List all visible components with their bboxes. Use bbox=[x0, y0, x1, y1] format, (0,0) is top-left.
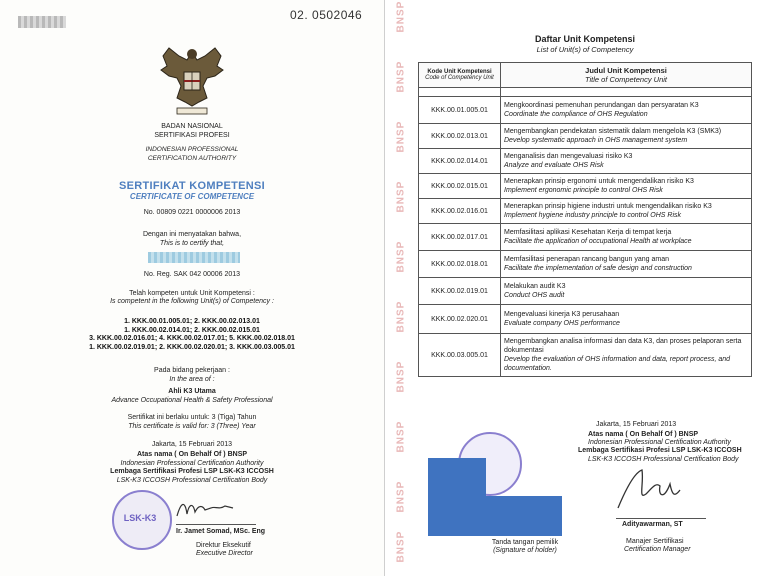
unit-code: KKK.00.01.005.01 bbox=[419, 97, 501, 124]
signer-role-en: Executive Director bbox=[196, 550, 253, 557]
serial-number: 02. 0502046 bbox=[290, 8, 363, 22]
redacted-holder-name bbox=[148, 252, 240, 263]
certification-body-en: LSK-K3 ICCOSH Professional Certification Body bbox=[116, 477, 268, 484]
agency-name bbox=[0, 122, 384, 140]
title-header-en: Title of Competency Unit bbox=[584, 75, 668, 84]
unit-title: Memfasilitasi penerapan rancang bangun yang aman Facilitate the implementation of safe design and construction bbox=[501, 251, 752, 278]
competency-unit-list bbox=[0, 318, 384, 352]
competent-statement: Telah kompeten untuk Unit Kompetensi : bbox=[129, 290, 255, 297]
lsk-k3-stamp-icon bbox=[112, 490, 172, 550]
signer-role: Direktur Eksekutif bbox=[196, 542, 251, 549]
table-row bbox=[419, 97, 752, 124]
unit-line: 3. KKK.00.02.016.01; 4. KKK.00.02.017.01; 5. KKK.00.02.018.01 bbox=[89, 335, 295, 342]
validity-en: This certificate is valid for: 3 (Three) Year bbox=[128, 423, 256, 430]
competency-table bbox=[418, 62, 752, 377]
back-on-behalf-en: Indonesian Professional Certification Authority bbox=[588, 439, 731, 446]
bnsp-watermark: BNSP bbox=[395, 120, 407, 153]
on-behalf-en: Indonesian Professional Certification Authority bbox=[120, 460, 264, 467]
field-label-en: In the area of : bbox=[169, 376, 215, 383]
bnsp-watermark: BNSP bbox=[395, 530, 407, 563]
certificate-title: SERTIFIKAT KOMPETENSI bbox=[118, 180, 266, 192]
certificate-title-en: CERTIFICATE OF COMPETENCE bbox=[129, 192, 255, 201]
unit-code: KKK.00.02.013.01 bbox=[419, 124, 501, 149]
unit-code: KKK.00.02.019.01 bbox=[419, 278, 501, 305]
table-spacer-row bbox=[419, 88, 752, 97]
table-row bbox=[419, 199, 752, 224]
column-header-title bbox=[501, 63, 752, 88]
registration-number: No. Reg. SAK 042 00006 2013 bbox=[143, 271, 241, 278]
manager-signature-line bbox=[616, 518, 706, 519]
agency-line-1: BADAN NASIONAL bbox=[161, 123, 223, 130]
garuda-emblem-icon bbox=[157, 42, 227, 120]
signature-line bbox=[176, 524, 256, 525]
certify-statement-en: This is to certify that, bbox=[159, 240, 225, 247]
field-label: Pada bidang pekerjaan : bbox=[154, 367, 230, 374]
stamp-text: LSK-K3 bbox=[123, 513, 157, 523]
bnsp-watermark: BNSP bbox=[395, 360, 407, 393]
bnsp-watermark: BNSP bbox=[395, 420, 407, 453]
executive-signature-icon bbox=[175, 496, 235, 522]
redacted-photo-block bbox=[428, 458, 486, 536]
table-row bbox=[419, 224, 752, 251]
code-header-en: Code of Competency Unit bbox=[425, 75, 494, 81]
unit-title: Melakukan audit K3 Conduct OHS audit bbox=[501, 278, 752, 305]
certificate-number: No. 00809 0221 0000006 2013 bbox=[143, 209, 241, 216]
occupation-en: Advance Occupational Health & Safety Professional bbox=[111, 397, 273, 404]
table-row bbox=[419, 334, 752, 377]
unit-code: KKK.00.02.017.01 bbox=[419, 224, 501, 251]
unit-title: Menerapkan prinsip higiene industri untuk mengendalikan risiko K3 Implement hygiene industry principle to control OHS Risk bbox=[501, 199, 752, 224]
unit-line: 1. KKK.00.02.014.01; 2. KKK.00.02.015.01 bbox=[124, 326, 260, 334]
bnsp-watermark: BNSP bbox=[395, 0, 407, 33]
unit-code: KKK.00.02.016.01 bbox=[419, 199, 501, 224]
table-row bbox=[419, 174, 752, 199]
bnsp-watermark-strip bbox=[392, 0, 410, 576]
manager-signature-icon bbox=[608, 464, 688, 514]
bnsp-watermark: BNSP bbox=[395, 240, 407, 273]
manager-role-en: Certification Manager bbox=[624, 546, 691, 553]
unit-title: Menganalisis dan mengevaluasi risiko K3 Analyze and evaluate OHS Risk bbox=[501, 149, 752, 174]
agency-en-line-2: CERTIFICATION AUTHORITY bbox=[147, 155, 237, 162]
issue-date: Jakarta, 15 Februari 2013 bbox=[151, 441, 233, 448]
occupation: Ahli K3 Utama bbox=[168, 388, 216, 395]
holder-signature-label-en: (Signature of holder) bbox=[493, 547, 557, 554]
code-header: Kode Unit Kompetensi bbox=[427, 69, 492, 75]
table-header-row bbox=[419, 63, 752, 88]
unit-title: Mengevaluasi kinerja K3 perusahaan Evaluate company OHS performance bbox=[501, 305, 752, 334]
agency-name-en bbox=[0, 145, 384, 163]
agency-line-2: SERTIFIKASI PROFESI bbox=[154, 132, 230, 139]
manager-role: Manajer Sertifikasi bbox=[626, 538, 684, 545]
unit-line: 1. KKK.00.01.005.01; 2. KKK.00.02.013.01 bbox=[124, 318, 260, 325]
unit-code: KKK.00.02.018.01 bbox=[419, 251, 501, 278]
bnsp-watermark: BNSP bbox=[395, 60, 407, 93]
bnsp-watermark: BNSP bbox=[395, 180, 407, 213]
unit-title: Mengkoordinasi pemenuhan perundangan dan persyaratan K3 Coordinate the compliance of OHS Regulation bbox=[501, 97, 752, 124]
back-issue-date: Jakarta, 15 Februari 2013 bbox=[596, 421, 677, 428]
validity: Sertifikat ini berlaku untuk: 3 (Tiga) Tahun bbox=[127, 414, 257, 421]
table-row bbox=[419, 124, 752, 149]
table-row bbox=[419, 278, 752, 305]
unit-code: KKK.00.02.015.01 bbox=[419, 174, 501, 199]
competent-statement-en: Is competent in the following Unit(s) of Competency : bbox=[110, 298, 274, 305]
table-row bbox=[419, 149, 752, 174]
unit-title: Mengembangkan analisa informasi dan data K3, dan proses pelaporan serta dokumentasi Develop the evaluation of OHS information and data, report process, and documentation. bbox=[501, 334, 752, 377]
table-row bbox=[419, 251, 752, 278]
signer-name: Ir. Jamet Somad, MSc. Eng bbox=[176, 528, 266, 535]
agency-en-line-1: INDONESIAN PROFESSIONAL bbox=[145, 146, 239, 153]
on-behalf: Atas nama ( On Behalf Of ) BNSP bbox=[136, 451, 248, 458]
back-certification-body: Lembaga Sertifikasi Profesi LSP LSK-K3 ICCOSH bbox=[578, 447, 742, 454]
unit-line: 1. KKK.00.02.019.01; 2. KKK.00.02.020.01; 3. KKK.00.03.005.01 bbox=[89, 343, 295, 351]
manager-name: Adityawarman, ST bbox=[622, 521, 683, 528]
unit-list-heading-en: List of Unit(s) of Competency bbox=[536, 45, 634, 54]
holder-signature-label: Tanda tangan pemilik bbox=[491, 539, 559, 546]
back-certification-body-en: LSK-K3 ICCOSH Professional Certification Body bbox=[588, 456, 739, 463]
title-header: Judul Unit Kompetensi bbox=[585, 66, 667, 75]
bnsp-watermark: BNSP bbox=[395, 300, 407, 333]
unit-list-heading: Daftar Unit Kompetensi bbox=[534, 34, 635, 44]
redacted-signature-block bbox=[486, 496, 562, 536]
certify-statement: Dengan ini menyatakan bahwa, bbox=[142, 231, 242, 238]
certification-body: Lembaga Sertifikasi Profesi LSP LSK-K3 ICCOSH bbox=[110, 468, 274, 475]
unit-title: Menerapkan prinsip ergonomi untuk mengendalikan risiko K3 Implement ergonomic principle to control OHS Risk bbox=[501, 174, 752, 199]
unit-code: KKK.00.02.014.01 bbox=[419, 149, 501, 174]
unit-title: Memfasilitasi aplikasi Kesehatan Kerja di tempat kerja Facilitate the application of occupational Health at workplace bbox=[501, 224, 752, 251]
unit-title: Mengembangkan pendekatan sistematik dalam mengelola K3 (SMK3) Develop systematic approach in OHS management system bbox=[501, 124, 752, 149]
table-row bbox=[419, 305, 752, 334]
column-header-code bbox=[419, 63, 501, 88]
back-on-behalf: Atas nama ( On Behalf Of ) BNSP bbox=[588, 431, 699, 438]
bnsp-watermark: BNSP bbox=[395, 480, 407, 513]
unit-code: KKK.00.03.005.01 bbox=[419, 334, 501, 377]
unit-code: KKK.00.02.020.01 bbox=[419, 305, 501, 334]
redacted-top-label bbox=[18, 16, 66, 28]
